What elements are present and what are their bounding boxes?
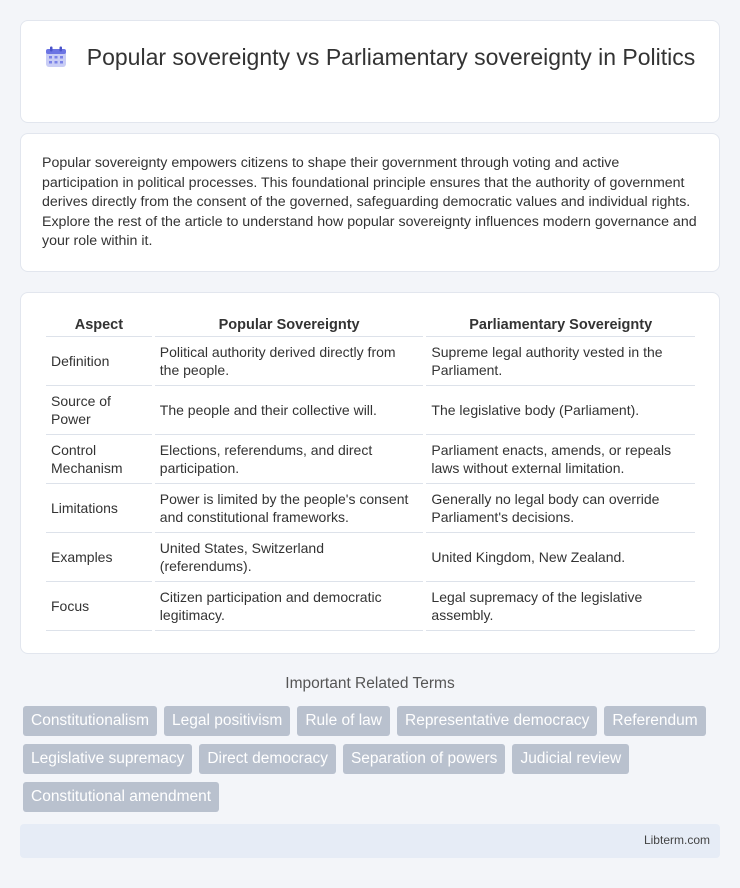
table-row bbox=[46, 582, 695, 631]
related-term-tag[interactable]: Representative democracy bbox=[397, 706, 597, 736]
row-popular: Political authority derived directly from the people. bbox=[155, 337, 424, 386]
row-parliamentary: Legal supremacy of the legislative assembly. bbox=[426, 582, 695, 631]
table-header-row bbox=[46, 315, 695, 337]
row-parliamentary: Parliament enacts, amends, or repeals laws without external limitation. bbox=[426, 435, 695, 484]
header-parliamentary: Parliamentary Sovereignty bbox=[426, 315, 695, 337]
related-term-tag[interactable]: Referendum bbox=[604, 706, 705, 736]
related-term-tag[interactable]: Rule of law bbox=[297, 706, 390, 736]
row-aspect: Definition bbox=[46, 337, 152, 386]
footer-bar bbox=[20, 824, 720, 858]
table-row bbox=[46, 533, 695, 582]
comparison-card bbox=[20, 292, 720, 654]
row-popular: Power is limited by the people's consent and constitutional frameworks. bbox=[155, 484, 424, 533]
related-term-tag[interactable]: Separation of powers bbox=[343, 744, 505, 774]
header-aspect: Aspect bbox=[46, 315, 152, 337]
row-parliamentary: The legislative body (Parliament). bbox=[426, 386, 695, 435]
row-aspect: Focus bbox=[46, 582, 152, 631]
related-term-tag[interactable]: Direct democracy bbox=[199, 744, 336, 774]
header-popular: Popular Sovereignty bbox=[155, 315, 424, 337]
table-row bbox=[46, 337, 695, 386]
footer-site-link[interactable]: Libterm.com bbox=[643, 833, 710, 847]
related-term-tag[interactable]: Judicial review bbox=[512, 744, 629, 774]
row-aspect: Source of Power bbox=[46, 386, 152, 435]
page-title: Popular sovereignty vs Parliamentary sovereignty in Politics bbox=[86, 44, 696, 70]
row-aspect: Limitations bbox=[46, 484, 152, 533]
calendar-icon bbox=[45, 46, 67, 68]
row-parliamentary: Supreme legal authority vested in the Parliament. bbox=[426, 337, 695, 386]
intro-card bbox=[20, 133, 720, 272]
intro-paragraph: Popular sovereignty empowers citizens to shape their government through voting and active participation in political processes. This foundational principle ensures that the authority of government derives directly from the consent of the governed, safeguarding democratic values and individual rights. Explore the rest of the article to understand how popular sovereignty influences modern governance and your role within it. bbox=[42, 155, 697, 250]
row-popular: The people and their collective will. bbox=[155, 386, 424, 435]
row-popular: United States, Switzerland (referendums). bbox=[155, 533, 424, 582]
page-title-block bbox=[21, 43, 719, 72]
comparison-table bbox=[43, 315, 698, 631]
related-terms-list bbox=[23, 706, 723, 812]
row-aspect: Examples bbox=[46, 533, 152, 582]
row-parliamentary: Generally no legal body can override Parliament's decisions. bbox=[426, 484, 695, 533]
related-term-tag[interactable]: Constitutionalism bbox=[23, 706, 157, 736]
row-popular: Elections, referendums, and direct participation. bbox=[155, 435, 424, 484]
row-parliamentary: United Kingdom, New Zealand. bbox=[426, 533, 695, 582]
row-popular: Citizen participation and democratic legitimacy. bbox=[155, 582, 424, 631]
row-aspect: Control Mechanism bbox=[46, 435, 152, 484]
table-row bbox=[46, 435, 695, 484]
table-row bbox=[46, 386, 695, 435]
title-card bbox=[20, 20, 720, 123]
related-term-tag[interactable]: Constitutional amendment bbox=[23, 782, 219, 812]
table-row bbox=[46, 484, 695, 533]
related-term-tag[interactable]: Legal positivism bbox=[164, 706, 290, 736]
related-terms-title: Important Related Terms bbox=[285, 675, 455, 692]
related-term-tag[interactable]: Legislative supremacy bbox=[23, 744, 192, 774]
